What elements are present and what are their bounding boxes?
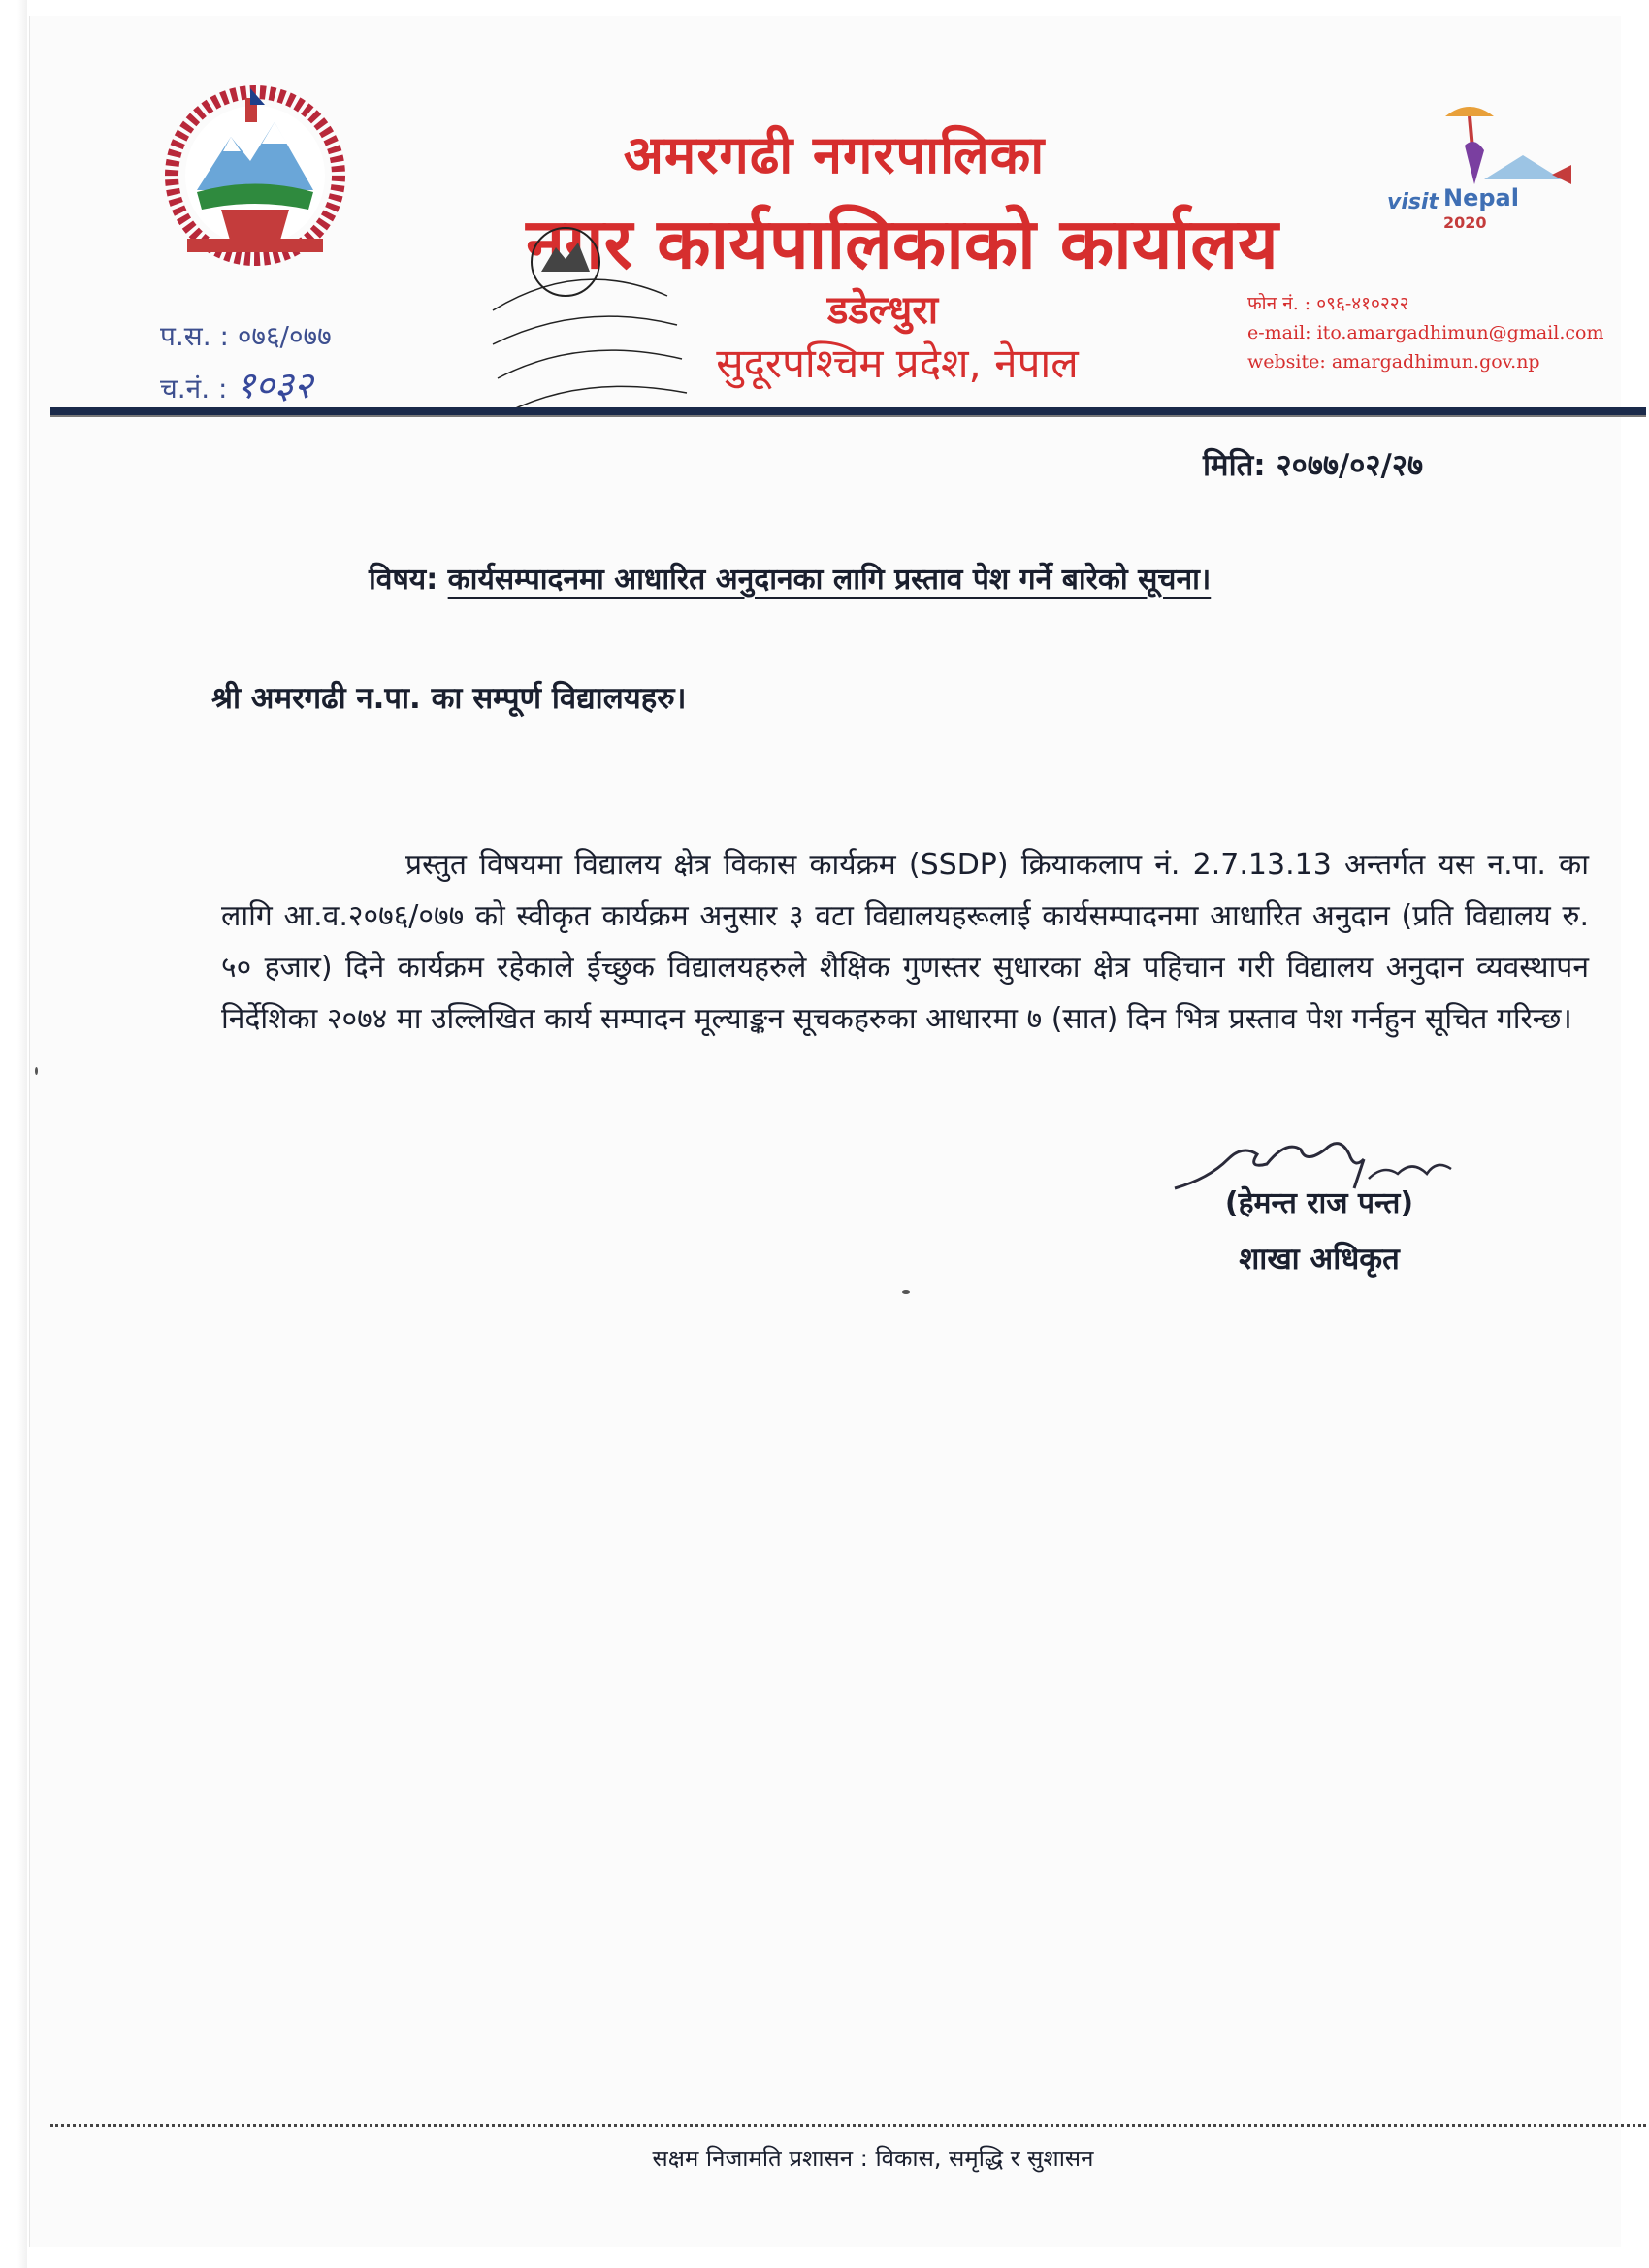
subject-line bbox=[369, 558, 1455, 598]
dispatch-label: च.नं. : bbox=[160, 373, 228, 405]
phone-number: फोन नं. : ०९६-४१०२२२ bbox=[1247, 293, 1409, 314]
subject-text: कार्यसम्पादनमा आधारित अनुदानका लागि प्रस्ताव पेश गर्ने बारेको सूचना। bbox=[447, 563, 1212, 597]
scan-edge bbox=[17, 0, 27, 2268]
website-address: website: amargadhimun.gov.np bbox=[1247, 351, 1540, 373]
dispatch-number: १०३२ bbox=[236, 364, 313, 406]
reference-block bbox=[160, 312, 412, 413]
svg-text:2020: 2020 bbox=[1443, 213, 1487, 232]
signer-name: (हेमन्त राज पन्त) bbox=[1224, 1186, 1414, 1220]
svg-text:visit: visit bbox=[1387, 190, 1439, 214]
letter-date: मिति: २०७७/०२/२७ bbox=[1203, 448, 1424, 483]
contact-block bbox=[1247, 289, 1616, 376]
office-name: नगर कार्यपालिकाको कार्यालय bbox=[526, 203, 1278, 284]
svg-text:Nepal: Nepal bbox=[1443, 184, 1519, 211]
footer-divider bbox=[50, 2124, 1646, 2127]
subject-label: विषय: bbox=[369, 563, 438, 597]
dispatch-ref bbox=[160, 361, 412, 413]
district-name: डडेल्धुरा bbox=[826, 288, 939, 333]
fiscal-year-ref: प.स. : ०७६/०७७ bbox=[160, 320, 332, 352]
visit-nepal-2020-logo bbox=[1377, 97, 1591, 243]
nepal-coat-of-arms-icon bbox=[153, 83, 357, 268]
body-paragraph: प्रस्तुत विषयमा विद्यालय क्षेत्र विकास कार्यक्रम (SSDP) क्रियाकलाप नं. 2.7.13.13 अन्तर्गत यस न.पा. का लागि आ.व.२०७६/०७७ को स्वीकृत कार्यक्रम अनुसार ३ वटा विद्यालयहरूलाई कार्यसम्पादनमा आधारित अनुदान (प्रति विद्यालय रु. ५० हजार) दिने कार्यक्रम रहेकाले ईच्छुक विद्यालयहरुले शैक्षिक गुणस्तर सुधारका क्षेत्र पहिचान गरी विद्यालय अनुदान व्यवस्थापन निर्देशिका २०७४ मा उल्लिखित कार्य सम्पादन मूल्याङ्कन सूचकहरुका आधारमा ७ (सात) दिन भित्र प्रस्ताव पेश गर्नहुन सूचित गरिन्छ। bbox=[221, 848, 1589, 1036]
municipality-name: अमरगढी नगरपालिका bbox=[623, 124, 1046, 185]
office-seal-stamp bbox=[473, 218, 696, 422]
province-name: सुदूरपश्चिम प्रदेश, नेपाल bbox=[716, 340, 1079, 387]
email-address: e-mail: ito.amargadhimun@gmail.com bbox=[1247, 322, 1604, 343]
scan-speck bbox=[902, 1290, 910, 1294]
scan-speck bbox=[35, 1067, 38, 1075]
footer-motto: सक्षम निजामति प्रशासन : विकास, समृद्धि र सुशासन bbox=[652, 2145, 1094, 2172]
header-divider bbox=[50, 407, 1646, 417]
signer-title: शाखा अधिकृत bbox=[1239, 1242, 1400, 1277]
addressee: श्री अमरगढी न.पा. का सम्पूर्ण विद्यालयहरु। bbox=[211, 681, 687, 716]
